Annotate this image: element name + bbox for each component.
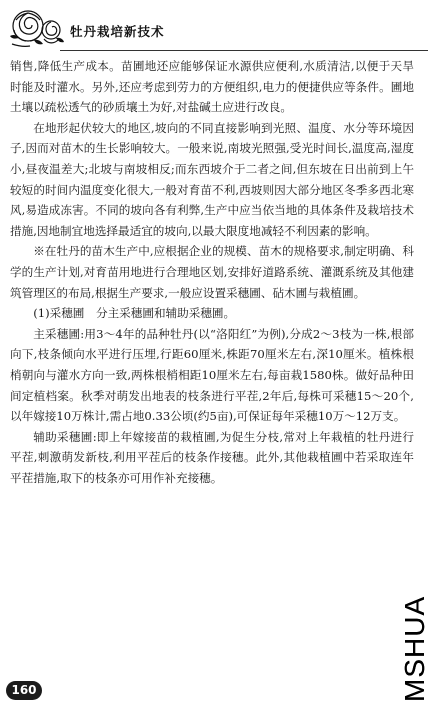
paragraph-1: 销售,降低生产成本。苗圃地还应能够保证水源供应便利,水质清洁,以便于天旱时能及时灌水。另外,还应考虑到劳力的方便组织,电力的便捷供应等条件。圃地土壤以疏松透气的砂质壤土为好,对盐碱土应进行改良。 — [10, 59, 414, 115]
page-header — [8, 6, 428, 50]
section-heading: (1)采穗圃 分主采穗圃和辅助采穗圃。 — [33, 306, 236, 321]
watermark: MSHUA — [399, 595, 430, 702]
paragraph-2: 在地形起伏较大的地区,坡向的不同直接影响到光照、温度、水分等环境因子,因而对苗木的生长影响较大。一般来说,南坡光照强,受光时间长,温度高,湿度小,昼夜温差大;北坡与南坡相反;而东西坡介于二者之间,但东坡在日出前到上午较短的时间内温度变化很大,一般对育苗不利,西坡则因大部分地区冬季多西北寒风,易造成冻害。不同的坡向各有利弊,生产中应当依当地的具体条件及栽培技术措施,因地制宜地选择最适宜的坡向,以最大限度地减轻不利因素的影响。 — [10, 120, 414, 238]
page-number: 160 — [6, 681, 42, 700]
header-rule — [60, 50, 428, 51]
running-title: 牡丹栽培新技术 — [70, 24, 165, 39]
paragraph-5: 辅助采穗圃:即上年嫁接苗的栽植圃,为促生分枝,常对上年栽植的牡丹进行平茬,刺激萌发新枝,利用平茬后的枝条作接穗。此外,其他栽植圃中若采取连年平茬措施,取下的枝条亦可用作补充接穗。 — [10, 429, 414, 485]
paragraph-4: 主采穗圃:用3～4年的品种牡丹(以“洛阳红”为例),分成2～3枝为一株,根部向下,枝条倾向水平进行压埋,行距60厘米,株距70厘米左右,深10厘米。植株根梢朝向与灌水方向一致,两株根梢相距10厘米左右,每亩栽1580株。做好品种田间定植档案。秋季对萌发出地表的枝条进行平茬,2年后,每株可采穗15～20个,以年嫁接10万株计,需占地0.33公顷(约5亩),可保证每年采穗10万～12万支。 — [10, 326, 414, 424]
peony-ornament-icon — [8, 6, 66, 50]
paragraph-3: ※在牡丹的苗木生产中,应根据企业的规模、苗木的规格要求,制定明确、科学的生产计划,对育苗用地进行合理地区划,安排好道路系统、灌溉系统及其他建筑管理区的布局,根据生产要求,一般应设置采穗圃、砧木圃与栽植圃。 — [10, 244, 414, 300]
body-text — [10, 56, 414, 488]
